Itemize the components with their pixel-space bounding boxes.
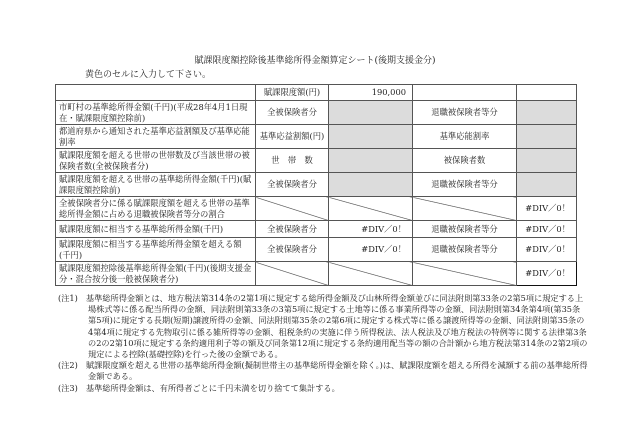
table-row [56,85,577,101]
content-flow [55,84,588,394]
sub-label: 全被保険者分 [256,238,329,262]
empty-cell [56,85,256,101]
diagonal-cell [329,197,413,221]
input-cell[interactable] [329,173,413,197]
table-row [56,197,577,221]
sub-label: 退職被保険者等分 [413,221,517,238]
sub-label: 全被保険者分 [256,221,329,238]
notes [58,293,588,394]
input-cell[interactable] [517,173,577,197]
table-row [56,101,577,125]
note-3: (注3) 基準総所得金額は、有所得者ごとに千円未満を切り捨てて集計する。 [58,382,340,393]
input-cell[interactable] [517,149,577,173]
empty-cell [517,85,577,101]
table-row [56,149,577,173]
row-label: 賦課限度額を超える世帯の世帯数及び当該世帯の被保険者数(全被保険者分) [56,149,256,173]
result-value: #DIV／0！ [517,262,577,286]
input-cell[interactable] [517,101,577,125]
diagonal-cell [256,197,329,221]
computed-value: #DIV／0！ [517,238,577,262]
row-label: 賦課限度額を超える世帯の基準総所得金額(千円)(賦課限度額控除前) [56,173,256,197]
row-label: 賦課限度額控除後基準総所得金額(千円)(後期支援金分・混合按分後一般被保険者分) [56,262,256,286]
sub-label: 退職被保険者等分 [413,173,517,197]
row-label: 賦課限度額に相当する基準総所得金額を超える額(千円) [56,238,256,262]
table-row [56,262,577,286]
sub-label: 世 帯 数 [256,149,329,173]
sheet-title: 賦課限度額控除後基準総所得金額算定シート(後期支援金分) [194,56,436,66]
note-2: (注2) 賦課限度額を超える世帯の基準総所得金額(擬制世帯主の基準総所得金額を除く。)は、賦課限度額を超える所得を減額する前の基準総所得金額である。 [58,360,588,382]
calculation-table [55,84,577,286]
table-row [56,238,577,262]
computed-value: #DIV／0！ [517,221,577,238]
diagonal-cell [413,197,517,221]
note-1: (注1) 基準総所得金額とは、地方税法第314条の2第1項に規定する総所得金額及び山林所得金額並びに同法附則第33条の2第5項に規定する上場株式等に係る配当所得の金額、同法附則第33条の3第5項に規定する土地等に係る事業所得等の金額、同法附則第34条第4項(第35条第5項)に規定する長期(短期)譲渡所得の金額、同法附則第35条の2第6項に規定する株式等に係る譲渡所得等の金額、同法附則第35条の4第4項に規定する先物取引に係る雑所得等の金額、租税条約の実施に伴う所得税法、法人税法及び地方税法の特例等に関する法律第3条の2の2第10項に規定する条約適用利子等の額及び同条第12項に規定する条約適用配当等の額の合計額から地方税法第314条の2第2項の規定による控除(基礎控除)を行った後の金額である。 [58,293,588,360]
empty-cell [413,85,517,101]
diagonal-cell [256,262,329,286]
limit-value[interactable]: 190,000 [329,85,413,101]
input-cell[interactable] [329,149,413,173]
sub-label: 基準応能割率 [413,125,517,149]
computed-value: #DIV／0！ [517,197,577,221]
table-row [56,221,577,238]
sub-label: 全被保険者分 [256,173,329,197]
instruction-text: 黄色のセルに入力して下さい。 [85,70,212,80]
input-cell[interactable] [329,125,413,149]
table-row [56,125,577,149]
sub-label: 退職被保険者等分 [413,238,517,262]
sub-label: 全被保険者分 [256,101,329,125]
sub-label: 退職被保険者等分 [413,101,517,125]
sub-label: 基準応益割額(円) [256,125,329,149]
diagonal-cell [413,262,517,286]
row-label: 都道府県から通知された基準応益割額及び基準応能割率 [56,125,256,149]
row-label: 市町村の基準総所得金額(千円)(平成28年4月1日現在・賦課限度額控除前) [56,101,256,125]
diagonal-cell [329,262,413,286]
table-row [56,173,577,197]
computed-value: #DIV／0！ [329,221,413,238]
computed-value: #DIV／0！ [329,238,413,262]
input-cell[interactable] [329,101,413,125]
limit-label: 賦課限度額(円) [256,85,329,101]
row-label: 賦課限度額に相当する基準総所得金額(千円) [56,221,256,238]
input-cell[interactable] [517,125,577,149]
row-label: 全被保険者分に係る賦課限度額を超える世帯の基準総所得金額に占める退職被保険者等分の割合 [56,197,256,221]
sub-label: 被保険者数 [413,149,517,173]
